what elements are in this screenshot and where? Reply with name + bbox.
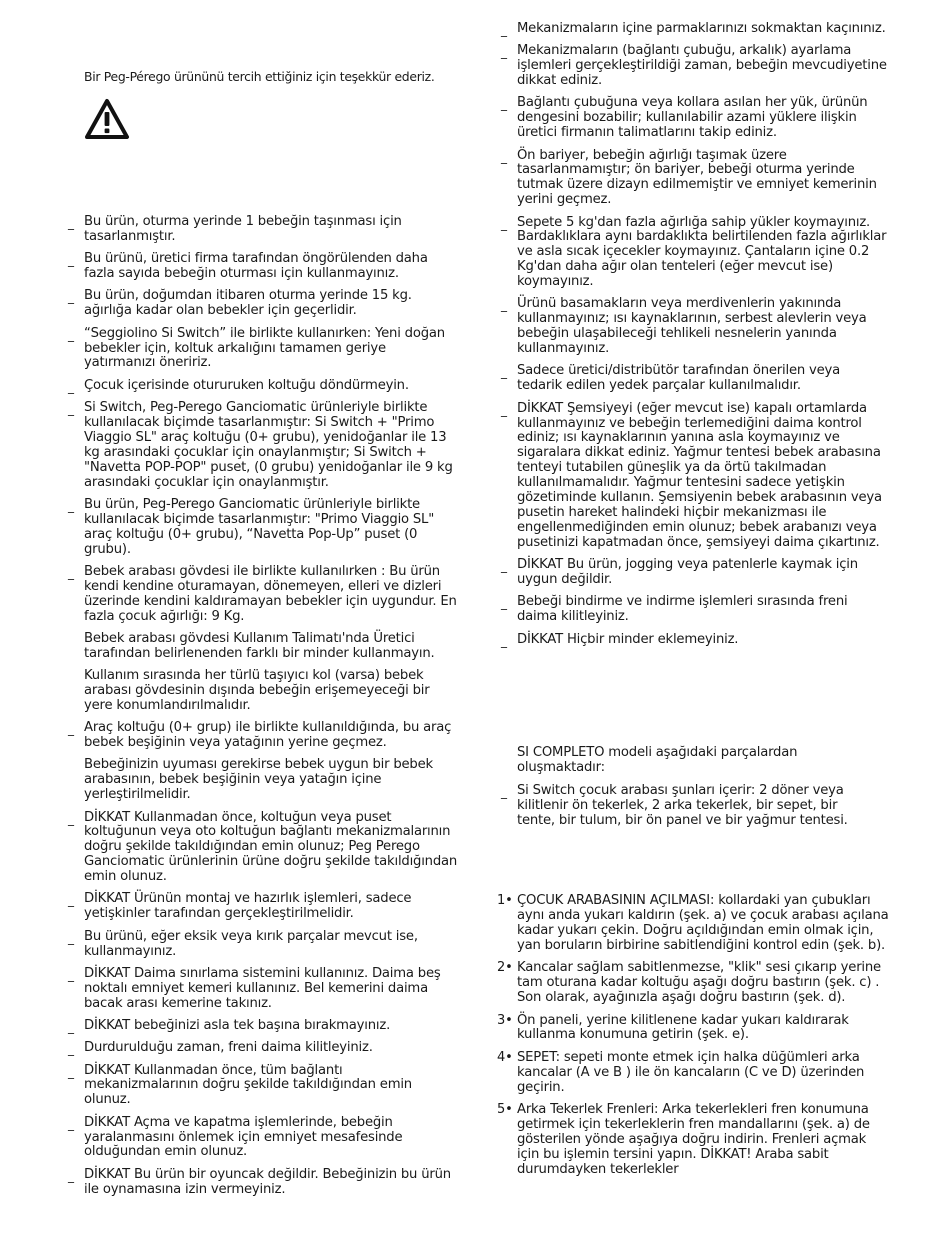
list-item	[68, 1040, 460, 1057]
left-warning-list	[68, 214, 460, 1205]
bullet-mark: _	[68, 722, 74, 737]
list-item	[501, 21, 887, 37]
list-item-text: DİKKAT bebeğinizi asla tek başına bırakmayınız.	[84, 1017, 391, 1033]
list-item-text: Bu ürünü, eğer eksik veya kırık parçalar mevcut ise, kullanmayınız.	[84, 928, 418, 959]
list-item-text: Araç koltuğu (0+ grup) ile birlikte kullanıldığında, bu araç bebek beşiğinin veya yatağının yerine geçmez.	[84, 720, 452, 751]
composition-title: SI COMPLETO modeli aşağıdaki parçalardan oluşmaktadır:	[517, 745, 798, 775]
list-item-text: Durdurulduğu zaman, freni daima kilitleyiniz.	[84, 1040, 373, 1056]
list-item	[84, 758, 460, 803]
list-item	[68, 1114, 460, 1161]
list-item-text: DİKKAT Kullanmadan önce, koltuğun veya puset koltuğunun veya oto koltuğun bağlantı mekanizmalarının doğru şekilde takıldığından emin olunuz; Peg Perego Ganciomatic ürünlerinin ürüne doğru şekilde takıldığından emin olunuz.	[84, 809, 458, 885]
list-item-text: Ürünü basamakların veya merdivenlerin yakınında kullanmayınız; ısı kaynaklarının, serbest alevlerin veya bebeğin ulaşabileceği tehlikeli nesnelerin yanında kullanmayınız.	[517, 296, 867, 357]
composition-item-text: Si Switch çocuk arabası şunları içerir: 2 döner veya kilitlenir ön tekerlek, 2 arka tekerlek, bir sepet, bir tente, bir tulum, bir ön panel ve bir yağmur tentesi.	[517, 783, 848, 828]
list-item	[68, 1062, 460, 1109]
step-text: Ön paneli, yerine kilitlenene kadar yukarı kaldırarak kullanma konumuna getirin (şek. e).	[517, 1012, 849, 1043]
list-item	[84, 669, 460, 714]
list-item-text: Bu ürün, Peg-Perego Ganciomatic ürünleriyle birlikte kullanılacak biçimde tasarlanmıştır: "Primo Viaggio SL" araç koltuğu (0+ grubu), “Navetta Pop-Up” puset (0 grubu).	[84, 496, 435, 557]
list-item-text: Mekanizmaların (bağlantı çubuğu, arkalık) ayarlama işlemleri gerçekleştirildiği zaman, bebeğin mevcudiyetine dikkat ediniz.	[517, 43, 887, 89]
bullet-mark: _	[501, 633, 507, 648]
list-item-text: DİKKAT Açma ve kapatma işlemlerinde, bebeğin yaralanmasını önlemek için emniyet mesafesinde olduğundan emin olunuz.	[84, 1114, 403, 1160]
list-item	[68, 377, 460, 394]
list-item-text: DİKKAT Bu ürün, jogging veya patenlerle kaymak için uygun değildir.	[517, 557, 858, 588]
step-item	[497, 1049, 889, 1096]
list-item	[68, 563, 460, 625]
bullet-mark: _	[68, 893, 74, 908]
bullet-mark: _	[501, 298, 507, 313]
bullet-mark: _	[68, 565, 74, 580]
list-item-text: Bebeği bindirme ve indirme işlemleri sırasında freni daima kilitleyiniz.	[517, 594, 848, 625]
list-item	[68, 928, 460, 960]
list-item	[501, 631, 887, 648]
list-item-text: Bu ürün, oturma yerinde 1 bebeğin taşınması için tasarlanmıştır.	[84, 214, 402, 244]
step-item	[497, 1102, 889, 1178]
list-item-text: DİKKAT Kullanmadan önce, tüm bağlantı mekanizmalarının doğru şekilde takıldığından emin olunuz.	[84, 1062, 412, 1108]
list-item-text: DİKKAT Bu ürün bir oyuncak değildir. Bebeğinizin bu ürün ile oynamasına izin vermeyiniz.	[84, 1166, 451, 1197]
bullet-mark: _	[68, 290, 74, 305]
list-item-text: DİKKAT Şemsiyeyi (eğer mevcut ise) kapalı ortamlarda kullanmayınız ve bebeğin terlemediğini daima kontrol ediniz; ısı kaynaklarının yanına asla koymayınız ve sigaralara dikkat ediniz. Yağmur tentesi bebek arabasına tenteyi tutabilen güneşlik ya da örtü takılmadan kullanılmamalıdır. Yağmur tentesini sadece yetişkin gözetiminde kullanın. Şemsiyenin bebek arabasının veya pusetin hareket halindeki hiçbir mekanizması ile engellenmediğinden emin olunuz; bebek arabanızı veya pusetinizi kapatmadan önce, şemsiyeyi daima çıkartınız.	[517, 400, 882, 550]
assembly-steps-list	[497, 893, 889, 1185]
step-text: Arka Tekerlek Frenleri: Arka tekerlekleri fren konumuna getirmek için tekerleklerin fren mandallarını (şek. a) de gösterilen yönde aşağıya doğru indirin. Frenleri açmak için bu işlemin tersini yapın. DİKKAT! Araba sabit durumdayken tekerlekler	[517, 1102, 870, 1177]
list-item	[501, 363, 887, 394]
list-item	[68, 720, 460, 751]
bullet-mark: _	[68, 327, 74, 342]
list-item	[68, 288, 460, 319]
composition-item	[501, 783, 877, 829]
step-number: 4•	[497, 1049, 513, 1065]
step-item	[497, 960, 889, 1006]
list-item	[68, 214, 460, 245]
bullet-mark: _	[68, 811, 74, 826]
list-item-text: Sadece üretici/distribütör tarafından önerilen veya tedarik edilen yedek parçalar kullanılmalıdır.	[517, 363, 841, 394]
bullet-mark: _	[501, 596, 507, 611]
list-item	[68, 891, 460, 922]
list-item-text: Kullanım sırasında her türlü taşıyıcı kol (varsa) bebek arabası gövdesinin dışında bebeğin erişemeyeceği bir yere konumlandırılmalıdır.	[84, 668, 430, 713]
bullet-mark: _	[68, 1064, 74, 1079]
list-item	[68, 1166, 460, 1198]
list-item-text: Bu ürünü, üretici firma tarafından öngörülenden daha fazla sayıda bebeğin oturması için kullanmayınız.	[84, 251, 428, 282]
list-item-text: Ön bariyer, bebeğin ağırlığı taşımak üzere tasarlanmamıştır; ön bariyer, bebeği oturma yerinde tutmak üzere dizayn edilmemiştir ve emniyet kemerinin yerini geçmez.	[517, 147, 877, 208]
bullet-mark: _	[68, 402, 74, 417]
step-item	[497, 893, 889, 954]
bullet-mark: _	[68, 216, 74, 230]
bullet-mark: _	[501, 23, 507, 37]
list-item-text: DİKKAT Hiçbir minder eklemeyiniz.	[517, 631, 739, 647]
list-item	[68, 1017, 460, 1034]
list-item	[501, 594, 887, 625]
list-item	[501, 95, 887, 141]
bullet-mark: _	[501, 216, 507, 231]
bullet-mark: _	[68, 379, 74, 394]
list-item	[501, 43, 887, 89]
right-warning-list	[501, 21, 887, 655]
list-item	[68, 496, 460, 558]
list-item	[84, 632, 460, 662]
step-text: SEPET: sepeti monte etmek için halka düğümleri arka kancalar (A ve B ) ile ön kancaların (C ve D) üzerinden geçirin.	[517, 1049, 865, 1095]
list-item-text: Bebeğinizin uyuması gerekirse bebek uygun bir bebek arabasının, bebek beşiğinin veya yatağın içine yerleştirilmelidir.	[84, 757, 433, 803]
bullet-mark: _	[68, 930, 74, 945]
list-item	[501, 557, 887, 588]
bullet-mark: _	[68, 1019, 74, 1034]
list-item	[68, 965, 460, 1012]
warning-triangle-icon	[84, 98, 130, 140]
list-item	[501, 214, 887, 291]
bullet-mark: _	[501, 559, 507, 574]
list-item	[501, 147, 887, 209]
bullet-mark: _	[68, 1042, 74, 1057]
list-item	[501, 296, 887, 357]
step-item	[497, 1012, 889, 1044]
list-item-text: “Seggiolino Si Switch” ile birlikte kullanırken: Yeni doğan bebekler için, koltuk arkalığını tamamen geriye yatırmanızı öneririz.	[84, 325, 445, 371]
bullet-mark: _	[68, 1168, 74, 1183]
bullet-mark: _	[501, 785, 507, 799]
list-item	[501, 400, 887, 551]
list-item-text: Bu ürün, doğumdan itibaren oturma yerinde 15 kg. ağırlığa kadar olan bebekler için geçerlidir.	[84, 288, 412, 319]
list-item	[68, 251, 460, 282]
list-item-text: DİKKAT Daima sınırlama sistemini kullanınız. Daima beş noktalı emniyet kemeri kullanınız. Bel kemerini daima bacak arası kemerine takınız.	[84, 965, 441, 1011]
list-item-text: Si Switch, Peg-Perego Ganciomatic ürünleriyle birlikte kullanılacak biçimde tasarlanmıştır: Si Switch + "Primo Viaggio SL" araç koltuğu (0+ grubu), yenidoğanlar ile 13 kg arasındaki çocuklar için onaylanmıştır; Si Switch + "Navetta POP-POP" puset, (0 grubu) yenidoğanlar ile 9 kg arasındaki çocuklar için onaylanmıştır.	[84, 400, 453, 490]
bullet-mark: _	[501, 45, 507, 60]
list-item	[68, 400, 460, 490]
list-item	[68, 325, 460, 372]
step-number: 5•	[497, 1102, 513, 1118]
step-number: 1•	[497, 893, 513, 908]
list-item-text: Mekanizmaların içine parmaklarınızı sokmaktan kaçınınız.	[517, 21, 886, 36]
bullet-mark: _	[501, 365, 507, 380]
step-text: ÇOCUK ARABASININ AÇILMASI: kollardaki yan çubukları aynı anda yukarı kaldırın (şek. a) ve çocuk arabası açılana kadar yukarı çekin. Doğru açıldığından emin olmak için, yan boruların birbirine sabitlendiğini kontrol edin (şek. b).	[517, 893, 889, 953]
intro-text: Bir Peg-Pérego ürününü tercih ettiğiniz için teşekkür ederiz.	[84, 69, 435, 84]
bullet-mark: _	[501, 149, 507, 164]
list-item-text: Çocuk içerisinde otururuken koltuğu döndürmeyin.	[84, 377, 409, 393]
list-item-text: Bağlantı çubuğuna veya kollara asılan her yük, ürünün dengesini bozabilir; kullanılabilir azami yüklere ilişkin üretici firmanın talimatlarını takip ediniz.	[517, 95, 868, 141]
bullet-mark: _	[68, 1116, 74, 1131]
step-text: Kancalar sağlam sabitlenmezse, "klik" sesi çıkarıp yerine tam oturana kadar koltuğu aşağı doğru bastırın (şek. c) . Son olarak, ayağınızla aşağı doğru bastırın (şek. d).	[517, 960, 881, 1006]
list-item-text: DİKKAT Ürünün montaj ve hazırlık işlemleri, sadece yetişkinler tarafından gerçekleştirilmelidir.	[84, 891, 412, 922]
bullet-mark: _	[501, 97, 507, 112]
list-item-text: Sepete 5 kg'dan fazla ağırlığa sahip yükler koymayınız. Bardaklıklara aynı bardaklıkta belirtilenden fazla ağırlıklar ve asla sıcak içecekler koymayınız. Çantaların içine 0.2 Kg'dan daha ağır olan tenteleri (eğer mevcut ise) koymayınız.	[517, 214, 887, 290]
step-number: 3•	[497, 1012, 513, 1028]
list-item	[68, 809, 460, 886]
bullet-mark: _	[501, 402, 507, 417]
list-item-text: Bebek arabası gövdesi ile birlikte kullanılırken : Bu ürün kendi kendine oturamayan, dönemeyen, elleri ve dizleri üzerinde kendini kaldıramayan bebekler için uygundur. En fazla çocuk ağırlığı: 9 Kg.	[84, 563, 457, 624]
bullet-mark: _	[68, 967, 74, 982]
step-number: 2•	[497, 960, 513, 976]
list-item-text: Bebek arabası gövdesi Kullanım Talimatı'nda Üretici tarafından belirlenenden farklı bir minder kullanmayın.	[84, 630, 435, 661]
bullet-mark: _	[68, 253, 74, 268]
bullet-mark: _	[68, 498, 74, 513]
